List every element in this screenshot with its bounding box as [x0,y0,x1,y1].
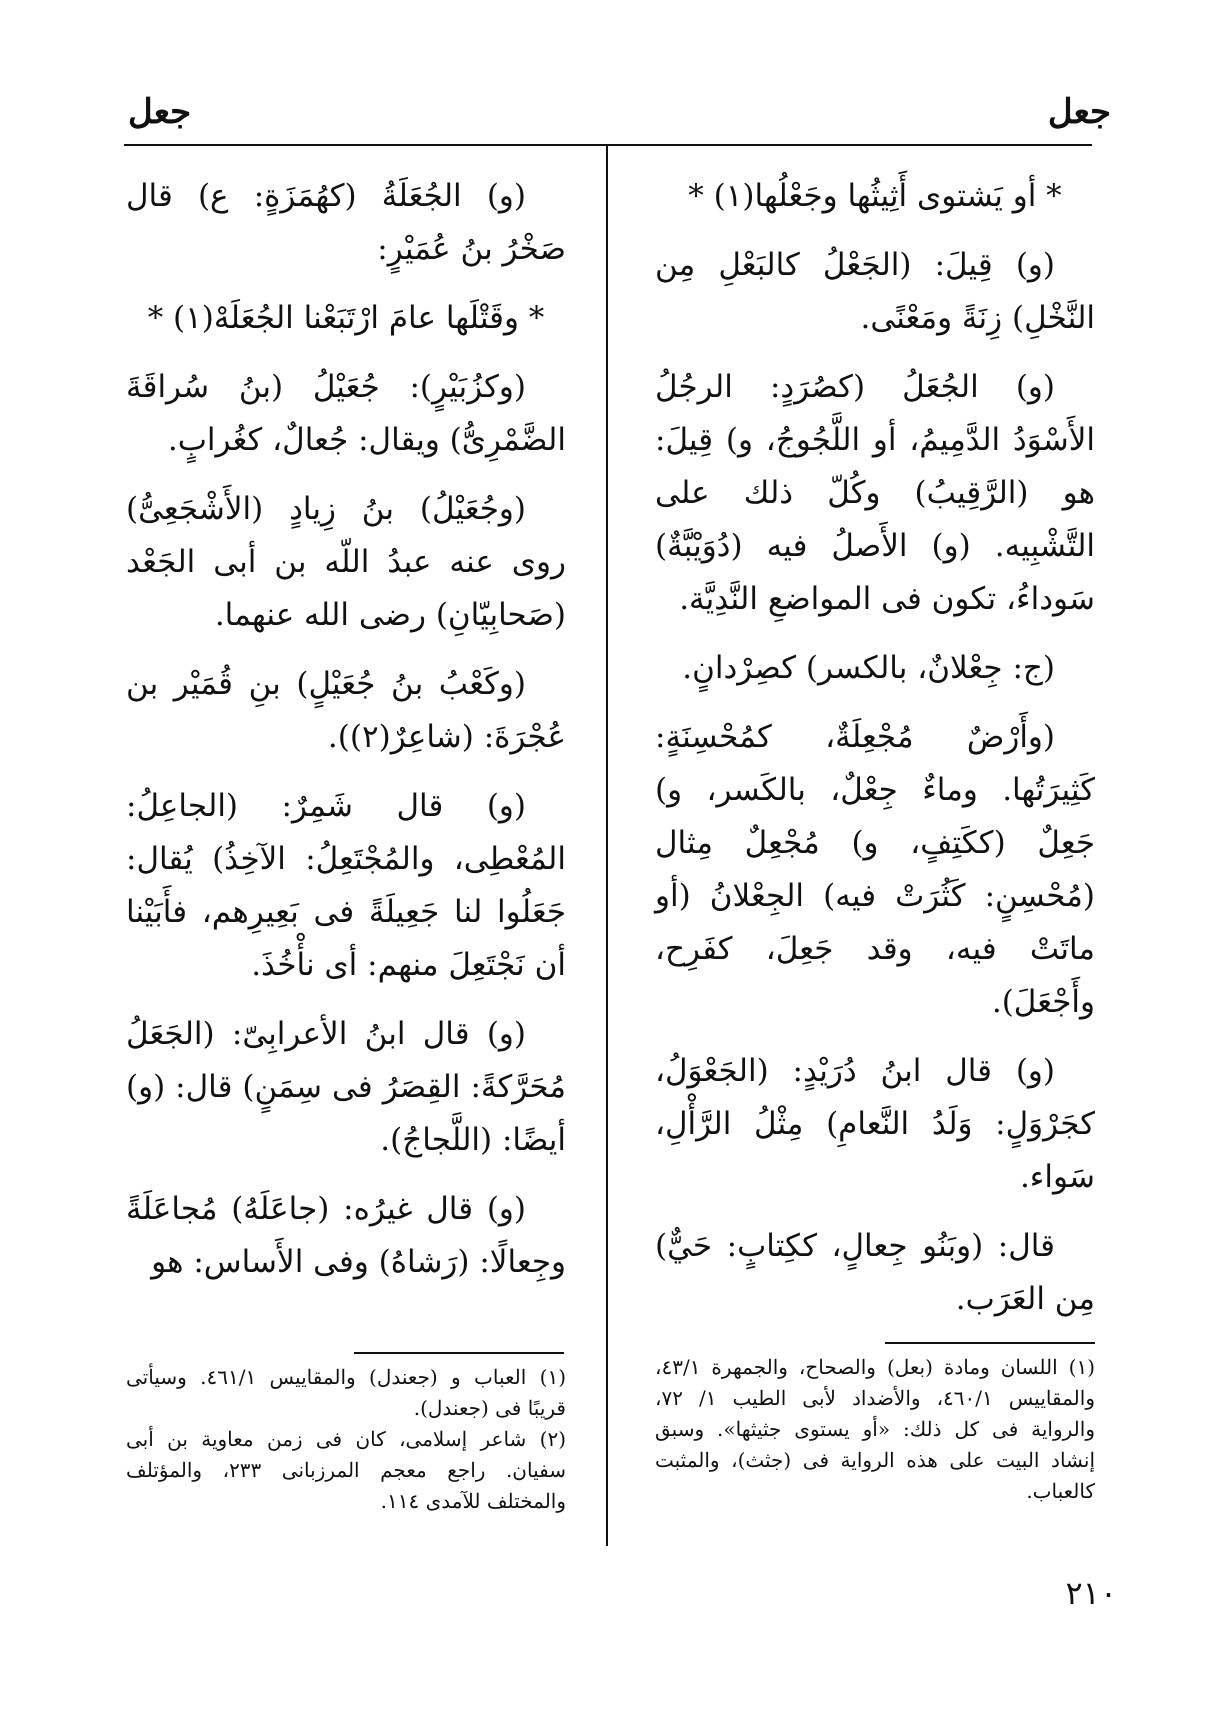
right-paragraph: (و) الجُعَلُ (كصُرَدٍ: الرجُلُ الأَسْوَدُ الدَّمِيمُ، أو اللَّجُوجُ، و) قِيلَ: هو (الرَّقِيبُ) وكُلّ ذلك على التَّشْبِيه. (و) الأَصلُ فيه (دُوَيْبَّةٌ) سَوداءُ، تكون فى المواضعِ النَّدِيَّة. [655,369,1095,617]
left-paragraph: (وجُعَيْلُ) بنُ زِيادٍ (الأَشْجَعِىُّ) روى عنه عبدُ اللّه بن أبى الجَعْد (صَحابِيّانِ) رضى الله عنهما. [126,491,566,633]
left-paragraph: (و) قال شَمِرٌ: (الجاعِلُ: المُعْطِى، والمُجْتَعِلُ: الآخِذُ) يُقال: جَعَلُوا لنا جَعِيلَةً فى بَعِيرِهم، فأَبَيْنا أن نَجْتَعِلَ منهم: أى نأْخُذَ. [126,788,566,983]
left-paragraph: (و) قال غيرُه: (جاعَلَهُ) مُجاعَلَةً وجِعالًا: (رَشاهُ) وفى الأَساس: هو [126,1191,566,1280]
header-rule [124,144,1092,146]
left-footnotes [126,1362,566,1517]
footnote: (١) العباب و (جعندل) والمقاييس ٤٦١/١. وسيأتى قريبًا فى (جعندل). [126,1365,567,1420]
right-paragraph: قال: (وبَنُو جِعالٍ، ككِتابٍ: حَيٌّ) مِن العَرَب. [655,1228,1095,1317]
right-paragraph: (وأَرْضٌ مُجْعِلَةٌ، كمُحْسِنَةٍ: كَثِيرَتُها. وماءٌ جِعْلٌ، بالكَسر، و) جَعِلٌ (ككَتِفٍ، و) مُجْعِلٌ مِثال (مُحْسِنٍ: كَثُرَتْ فيه) الجِعْلانُ (أو ماتَتْ فيه، وقد جَعِلَ، كفَرِح، وأَجْعَلَ). [655,719,1095,1020]
left-paragraph: (و) قال ابنُ الأعرابِىّ: (الجَعَلُ مُحَرَّكةً: القِصَرُ فى سِمَنٍ) قال: (و) أيضًا: (اللَّجاجُ). [126,1016,566,1158]
left-column [126,170,566,1305]
right-column [655,170,1095,1342]
footnote-rule-left [354,1352,564,1354]
right-verse: * أو يَشتوى أَثِيثُها وجَعْلُها(١) * [688,178,1062,214]
footnote: (١) اللسان ومادة (بعل) والصحاح، والجمهرة ٤٣/١، والمقاييس ٤٦٠/١، والأضداد لأبى الطيب ١/ ٧٢، والرواية فى كل ذلك: «أو يستوى جثيثها». وسبق إنشاد البيت على هذه الرواية فى (جثث)، والمثبت كالعباب. [655,1355,1095,1503]
left-paragraph: (وكَعْبُ بنُ جُعَيْلٍ) بنِ قُمَيْر بن عُجْرَةَ: (شاعِرٌ(٢)). [126,666,566,755]
right-paragraph: (و) قِيلَ: (الجَعْلُ كالبَعْلِ مِن النَّخْلِ) زِنَةً ومَعْنًى. [655,247,1095,336]
left-paragraph: (و) الجُعَلَةُ (كهُمَزَةٍ: ع) قال صَخْرُ بنُ عُمَيْرٍ: [126,178,566,267]
column-divider [606,146,608,1546]
header-right-word: جعل [1047,92,1111,132]
right-paragraph: (و) قال ابنُ دُرَيْدٍ: (الجَعْوَلُ، كجَرْوَلٍ: وَلَدُ النَّعامِ) مِثْلُ الرَّأْلِ، سَواء. [655,1053,1095,1195]
header-left-word: جعل [128,92,192,132]
footnote-rule-right [885,1342,1095,1344]
right-footnotes [655,1352,1095,1507]
left-paragraph: (وكزُبَيْرٍ): جُعَيْلُ (بنُ سُراقَةَ الضَّمْرِىُّ) ويقال: جُعالٌ، كغُرابٍ. [126,369,566,458]
page-number: ٢١٠ [1065,1574,1117,1612]
right-paragraph: (ج: جِعْلانٌ، بالكسر) كصِرْدانٍ. [682,650,1055,686]
footnote: (٢) شاعر إسلامى، كان فى زمن معاوية بن أبى سفيان. راجع معجم المرزبانى ٢٣٣، والمؤتلف والمختلف للآمدى ١١٤. [126,1427,566,1513]
left-verse: * وقَتْلَها عامَ ارْتَبَعْنا الجُعَلَهْ(١) * [147,300,545,336]
